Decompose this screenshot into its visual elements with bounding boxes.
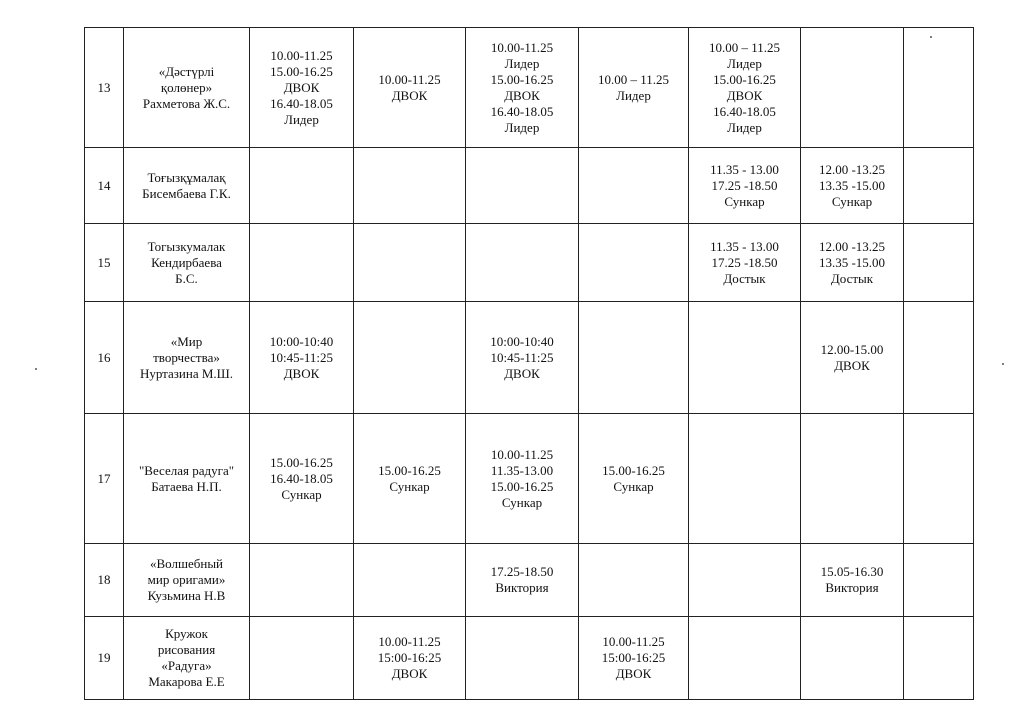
- club-name-line: «Мир: [170, 333, 203, 349]
- schedule-line: Лидер: [616, 87, 651, 103]
- schedule-line: 10.00-11.25: [378, 71, 441, 87]
- schedule-line: Сункар: [831, 193, 873, 209]
- day-3-cell: [466, 224, 579, 302]
- day-5-cell: [689, 302, 801, 414]
- schedule-line: 10:00-10:40: [269, 333, 334, 349]
- day-5-cell: [689, 148, 801, 224]
- day-6-cell: [801, 617, 904, 700]
- day-6-cell: [801, 28, 904, 148]
- schedule-row: [85, 617, 974, 700]
- schedule-line: 16.40-18.05: [713, 103, 776, 119]
- club-name-line: "Веселая радуга": [138, 462, 235, 478]
- schedule-line: Достык: [723, 270, 766, 286]
- schedule-line: 10:45-11:25: [490, 349, 554, 365]
- scan-speck: [1002, 363, 1004, 365]
- schedule-line: Лидер: [727, 119, 762, 135]
- schedule-line: Лидер: [504, 119, 540, 135]
- day-1-cell: [250, 544, 354, 617]
- schedule-line: 11.35-13.00: [490, 462, 554, 478]
- day-7-cell: [904, 224, 974, 302]
- row-number: 15: [85, 224, 124, 302]
- club-name-line: Б.С.: [175, 270, 198, 286]
- day-3-cell: [466, 414, 579, 544]
- day-6-cell: [801, 302, 904, 414]
- day-2-cell: [354, 148, 466, 224]
- schedule-line: ДВОК: [391, 666, 428, 681]
- day-3-cell: [466, 148, 579, 224]
- schedule-line: Сункар: [281, 486, 322, 502]
- schedule-line: 13.35 -15.00: [818, 177, 886, 193]
- schedule-line: Виктория: [495, 580, 549, 595]
- club-name-line: Нуртазина М.Ш.: [139, 365, 234, 381]
- schedule-row: [85, 148, 974, 224]
- schedule-line: 17.25 -18.50: [711, 254, 778, 270]
- schedule-body: [85, 28, 974, 700]
- schedule-line: 12.00-15.00: [820, 341, 884, 357]
- club-name-cell: [124, 414, 250, 544]
- schedule-line: 15.00-16.25: [490, 71, 554, 87]
- club-name-line: мир оригами»: [147, 572, 226, 587]
- schedule-line: 10.00-11.25: [602, 634, 665, 649]
- club-name-line: қолөнер»: [160, 79, 213, 95]
- club-name-line: Кружок: [165, 626, 208, 641]
- schedule-line: Сункар: [613, 478, 654, 494]
- club-name-line: Батаева Н.П.: [151, 478, 222, 494]
- day-4-cell: [579, 414, 689, 544]
- schedule-line: ДВОК: [391, 87, 428, 103]
- day-2-cell: [354, 617, 466, 700]
- schedule-line: 11.35 - 13.00: [710, 161, 779, 177]
- schedule-line: Лидер: [727, 55, 762, 71]
- schedule-line: 10.00-11.25: [378, 634, 441, 649]
- schedule-line: Сункар: [501, 494, 543, 510]
- schedule-line: 15.00-16.25: [378, 462, 441, 478]
- schedule-line: 16.40-18.05: [270, 95, 333, 111]
- club-name-line: Тогызкумалак: [147, 238, 226, 254]
- day-4-cell: [579, 28, 689, 148]
- schedule-row: [85, 224, 974, 302]
- scan-speck: [35, 368, 37, 370]
- day-3-cell: [466, 617, 579, 700]
- day-7-cell: [904, 617, 974, 700]
- club-name-cell: [124, 302, 250, 414]
- schedule-line: 10:00-10:40: [490, 333, 554, 349]
- day-7-cell: [904, 148, 974, 224]
- day-3-cell: [466, 544, 579, 617]
- club-name-cell: [124, 617, 250, 700]
- day-1-cell: [250, 302, 354, 414]
- schedule-line: 10.00-11.25: [490, 446, 554, 462]
- club-name-line: творчества»: [153, 349, 220, 365]
- schedule-line: 15:00-16:25: [601, 650, 666, 665]
- day-2-cell: [354, 28, 466, 148]
- schedule-line: 12.00 -13.25: [818, 238, 886, 254]
- day-6-cell: [801, 224, 904, 302]
- schedule-line: 15.00-16.25: [602, 462, 665, 478]
- day-1-cell: [250, 414, 354, 544]
- club-name-cell: [124, 544, 250, 617]
- schedule-line: ДВОК: [283, 365, 320, 381]
- day-2-cell: [354, 544, 466, 617]
- schedule-line: 10.00-11.25: [490, 39, 554, 55]
- schedule-line: 16.40-18.05: [490, 103, 554, 119]
- club-name-line: «Волшебный: [149, 556, 224, 571]
- club-name-line: «Радуга»: [161, 658, 212, 673]
- club-name-line: «Дәстүрлі: [158, 63, 215, 79]
- day-5-cell: [689, 224, 801, 302]
- schedule-line: Лидер: [284, 111, 319, 127]
- row-number: 13: [85, 28, 124, 148]
- schedule-line: 10.00 – 11.25: [597, 71, 670, 87]
- club-name-line: Тоғызқұмалақ: [147, 169, 226, 185]
- day-5-cell: [689, 617, 801, 700]
- day-6-cell: [801, 148, 904, 224]
- schedule-line: 12.00 -13.25: [818, 161, 886, 177]
- schedule-line: ДВОК: [504, 365, 540, 381]
- schedule-row: [85, 414, 974, 544]
- day-6-cell: [801, 544, 904, 617]
- row-number: 18: [85, 544, 124, 617]
- schedule-line: 15.00-16.25: [270, 454, 333, 470]
- day-5-cell: [689, 414, 801, 544]
- schedule-line: 13.35 -15.00: [818, 254, 886, 270]
- day-4-cell: [579, 544, 689, 617]
- day-1-cell: [250, 617, 354, 700]
- schedule-line: 15.00-16.25: [490, 478, 554, 494]
- row-number: 16: [85, 302, 124, 414]
- day-2-cell: [354, 224, 466, 302]
- club-name-cell: [124, 148, 250, 224]
- scan-speck: [930, 36, 932, 38]
- day-3-cell: [466, 28, 579, 148]
- day-7-cell: [904, 544, 974, 617]
- schedule-line: Сункар: [389, 478, 430, 494]
- day-4-cell: [579, 302, 689, 414]
- club-name-cell: [124, 28, 250, 148]
- row-number: 14: [85, 148, 124, 224]
- schedule-line: ДВОК: [726, 87, 763, 103]
- day-1-cell: [250, 28, 354, 148]
- schedule-line: 15.05-16.30: [820, 564, 884, 579]
- schedule-line: ДВОК: [615, 666, 652, 681]
- schedule-line: 17.25-18.50: [490, 564, 554, 579]
- row-number: 19: [85, 617, 124, 700]
- schedule-line: 10.00 – 11.25: [708, 39, 781, 55]
- day-2-cell: [354, 302, 466, 414]
- day-4-cell: [579, 224, 689, 302]
- day-1-cell: [250, 148, 354, 224]
- club-name-line: рисования: [157, 642, 216, 657]
- club-name-cell: [124, 224, 250, 302]
- day-7-cell: [904, 302, 974, 414]
- day-3-cell: [466, 302, 579, 414]
- schedule-line: 17.25 -18.50: [711, 177, 778, 193]
- schedule-line: 10.00-11.25: [270, 47, 333, 63]
- schedule-line: 11.35 - 13.00: [710, 238, 779, 254]
- club-name-line: Кузьмина Н.В: [147, 588, 226, 603]
- day-4-cell: [579, 148, 689, 224]
- club-name-line: Бисембаева Г.К.: [142, 185, 231, 201]
- schedule-line: 10:45-11:25: [269, 349, 334, 365]
- schedule-line: Виктория: [825, 580, 879, 595]
- schedule-line: Достык: [830, 270, 874, 286]
- day-7-cell: [904, 414, 974, 544]
- club-name-line: Рахметова Ж.С.: [142, 95, 231, 111]
- day-7-cell: [904, 28, 974, 148]
- schedule-line: Лидер: [504, 55, 540, 71]
- day-5-cell: [689, 28, 801, 148]
- schedule-line: 16.40-18.05: [270, 470, 333, 486]
- schedule-line: ДВОК: [834, 357, 870, 373]
- schedule-row: [85, 28, 974, 148]
- schedule-row: [85, 302, 974, 414]
- schedule-line: 15.00-16.25: [713, 71, 776, 87]
- day-6-cell: [801, 414, 904, 544]
- schedule-line: 15.00-16.25: [270, 63, 333, 79]
- day-5-cell: [689, 544, 801, 617]
- club-name-line: Макарова Е.Е: [148, 674, 225, 689]
- day-4-cell: [579, 617, 689, 700]
- schedule-line: Сункар: [724, 193, 765, 209]
- club-name-line: Кендирбаева: [151, 254, 222, 270]
- day-2-cell: [354, 414, 466, 544]
- schedule-line: 15:00-16:25: [377, 650, 442, 665]
- schedule-table: [84, 27, 974, 700]
- day-1-cell: [250, 224, 354, 302]
- schedule-line: ДВОК: [283, 79, 320, 95]
- row-number: 17: [85, 414, 124, 544]
- schedule-line: ДВОК: [504, 87, 540, 103]
- schedule-row: [85, 544, 974, 617]
